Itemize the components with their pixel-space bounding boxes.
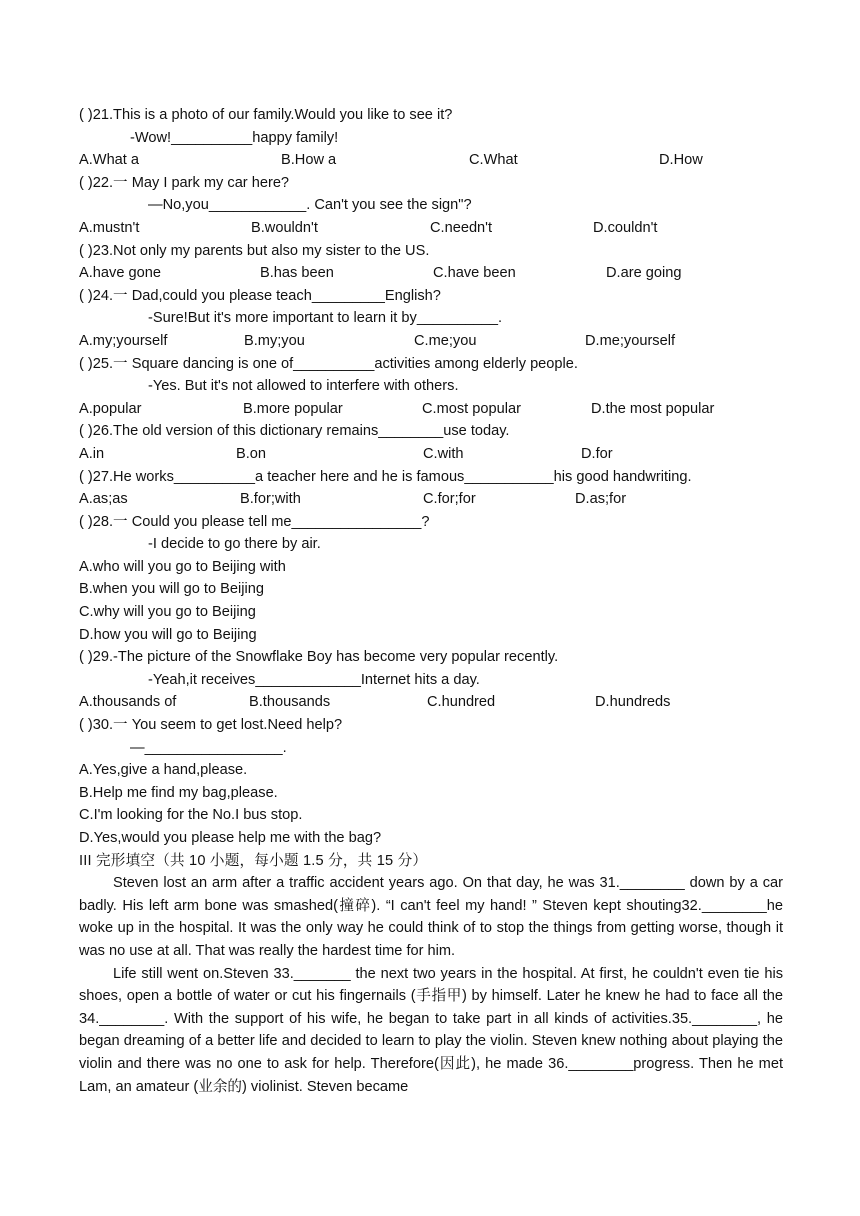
- q23-options: [79, 262, 783, 285]
- q24-option-d: D.me;yourself: [585, 332, 676, 349]
- exam-page: [79, 104, 783, 1098]
- q25-options: [79, 398, 783, 421]
- q22-stem: ( )22.一 May I park my car here?: [79, 174, 290, 191]
- q24-options: [79, 330, 783, 353]
- q30-stem: ( )30.一 You seem to get lost.Need help?: [79, 717, 343, 734]
- q28-option-b: B.when you will go to Beijing: [79, 581, 264, 598]
- q22-reply: —No,you____________. Can't you see the sign"?: [148, 197, 472, 214]
- q27-option-d: D.as;for: [575, 491, 627, 508]
- q21-option-b: B.How a: [281, 152, 337, 169]
- q22-option-d: D.couldn't: [593, 219, 658, 236]
- q27-stem: ( )27.He works__________a teacher here and he is famous___________his good handwriting.: [79, 468, 692, 485]
- q30-option-a: A.Yes,give a hand,please.: [79, 762, 248, 779]
- q22-options: [79, 217, 783, 240]
- q28-option-d: D.how you will go to Beijing: [79, 626, 257, 643]
- q24-option-b: B.my;you: [244, 332, 305, 349]
- q30-reply: —_________________.: [130, 739, 287, 756]
- q28-reply: -I decide to go there by air.: [148, 536, 321, 553]
- q21-options: [79, 149, 783, 172]
- q25-reply: -Yes. But it's not allowed to interfere with others.: [148, 378, 459, 395]
- q24-option-c: C.me;you: [414, 332, 477, 349]
- section-title: III 完形填空（共 10 小题，每小题 1.5 分，共 15 分）: [79, 852, 428, 869]
- q28-stem: ( )28.一 Could you please tell me________________?: [79, 513, 430, 530]
- q29-option-c: C.hundred: [427, 694, 496, 711]
- q21-option-d: D.How: [659, 152, 703, 169]
- q29-option-a: A.thousands of: [79, 694, 177, 711]
- passage-paragraph-1: Steven lost an arm after a traffic accident years ago. On that day, he was 31.________ down by a car badly. His left arm bone was smashed(撞碎). “I can't feel my hand! ” Steven kept shouting32.________he woke up in the hospital. It was the only way he could think of to stop the things from getting worse, though it was no use at all. That was really the hardest time for him.: [79, 875, 783, 959]
- q26-option-c: C.with: [423, 445, 464, 462]
- q25-option-a: A.popular: [79, 400, 142, 417]
- q23-option-c: C.have been: [433, 265, 516, 282]
- q28-option-c: C.why will you go to Beijing: [79, 604, 256, 621]
- q23-option-d: D.are going: [606, 265, 682, 282]
- q22-option-a: A.mustn't: [79, 219, 140, 236]
- q21-stem: ( )21.This is a photo of our family.Would you like to see it?: [79, 107, 453, 123]
- q27-option-a: A.as;as: [79, 491, 128, 508]
- q28-option-a: A.who will you go to Beijing with: [79, 558, 286, 575]
- q26-option-b: B.on: [236, 445, 267, 462]
- q29-stem: ( )29.-The picture of the Snowflake Boy has become very popular recently.: [79, 649, 559, 666]
- q23-option-a: A.have gone: [79, 265, 161, 282]
- q27-option-b: B.for;with: [240, 491, 301, 508]
- q29-option-b: B.thousands: [249, 694, 331, 711]
- q29-option-d: D.hundreds: [595, 694, 671, 711]
- q29-options: [79, 691, 783, 714]
- q30-option-d: D.Yes,would you please help me with the bag?: [79, 830, 382, 846]
- q30-option-b: B.Help me find my bag,please.: [79, 784, 278, 801]
- q25-option-b: B.more popular: [243, 400, 343, 417]
- q22-option-c: C.needn't: [430, 219, 493, 236]
- q23-option-b: B.has been: [260, 265, 334, 282]
- q30-option-c: C.I'm looking for the No.I bus stop.: [79, 807, 303, 824]
- passage-paragraph-2: Life still went on.Steven 33._______ the next two years in the hospital. At first, he couldn't even tie his shoes, open a bottle of water or cut his fingernails (手指甲) by himself. Later he knew he had to face all the 34.________. With the support of his wife, he began to take part in all kinds of activities.35.________, he began dreaming of a better life and decided to learn to play the violin. Steven knew nothing about playing the violin and there was no one to ask for help. Therefore(因此), he made 36.________progress. Then he met Lam, an amateur (业余的) violinist. Steven became: [79, 965, 783, 1095]
- q25-option-d: D.the most popular: [591, 400, 715, 417]
- q22-option-b: B.wouldn't: [251, 219, 318, 236]
- q26-option-d: D.for: [581, 445, 613, 462]
- q26-option-a: A.in: [79, 445, 105, 462]
- q24-reply: -Sure!But it's more important to learn it by__________.: [148, 310, 503, 327]
- q29-reply: -Yeah,it receives_____________Internet hits a day.: [148, 671, 480, 688]
- q27-option-c: C.for;for: [423, 491, 476, 508]
- q27-options: [79, 488, 783, 511]
- q23-stem: ( )23.Not only my parents but also my sister to the US.: [79, 242, 430, 259]
- q25-stem: ( )25.一 Square dancing is one of__________activities among elderly people.: [79, 355, 578, 372]
- q21-reply: -Wow!__________happy family!: [130, 129, 339, 146]
- q25-option-c: C.most popular: [422, 400, 521, 417]
- cloze-passage: [79, 872, 783, 1098]
- q21-option-c: C.What: [469, 152, 518, 169]
- q21-option-a: A.What a: [79, 152, 140, 169]
- q26-stem: ( )26.The old version of this dictionary remains________use today.: [79, 423, 510, 440]
- q24-stem: ( )24.一 Dad,could you please teach_________English?: [79, 287, 441, 304]
- q26-options: [79, 443, 783, 466]
- q24-option-a: A.my;yourself: [79, 332, 168, 349]
